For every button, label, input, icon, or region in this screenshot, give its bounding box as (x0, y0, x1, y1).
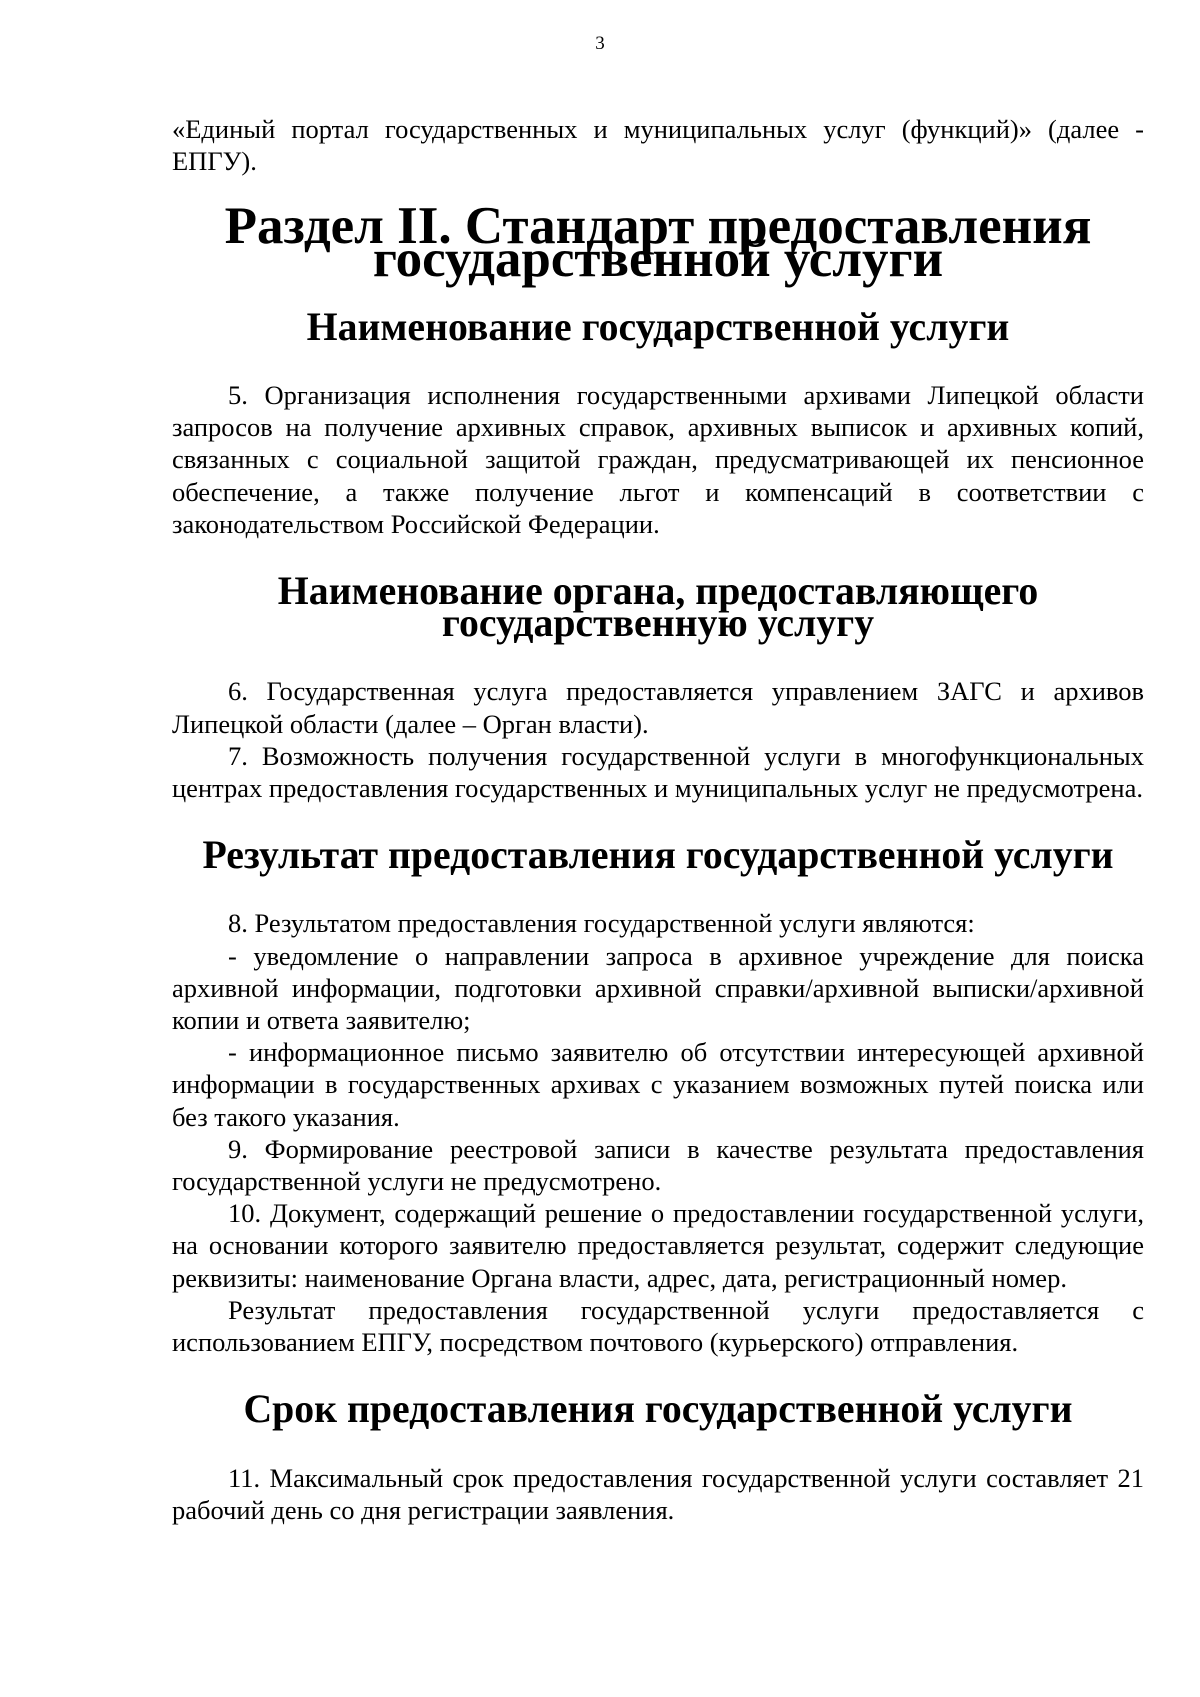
list-item-info-letter: - информационное письмо заявителю об отсутствии интересующей архивной информации в государственных архивах с указанием возможных путей поиска или без такого указания. (172, 1037, 1144, 1132)
list-item-notification: - уведомление о направлении запроса в архивное учреждение для поиска архивной информации, подготовки архивной справки/архивной выписки/архивной копии и ответа заявителю; (172, 940, 1144, 1036)
heading-service-result: Результат предоставления государственной услуги (202, 833, 1114, 878)
paragraph-9: 9. Формирование реестровой записи в качестве результата предоставления государственной услуги не предусмотрено. (172, 1133, 1144, 1197)
heading-service-name: Наименование государственной услуги (306, 304, 1010, 349)
paragraph-7: 7. Возможность получения государственной услуги в многофункциональных центрах предоставления государственных и муниципальных услуг не предусмотрена. (172, 740, 1144, 804)
intro-paragraph: «Единый портал государственных и муниципальных услуг (функций)» (далее - ЕПГУ). (172, 114, 1144, 177)
page-content (172, 113, 1144, 1526)
paragraph-8: 8. Результатом предоставления государственной услуги являются: (228, 908, 975, 939)
section-title: Раздел II. Стандарт предоставления государственной услуги (224, 197, 1092, 288)
paragraph-10: 10. Документ, содержащий решение о предоставлении государственной услуги, на основании которого заявителю предоставляется результат, содержит следующие реквизиты: наименование Органа власти, адрес, дата, регистрационный номер. (172, 1198, 1144, 1293)
paragraph-6: 6. Государственная услуга предоставляется управлением ЗАГС и архивов Липецкой области (далее – Орган власти). (172, 676, 1144, 739)
paragraph-result-delivery: Результат предоставления государственной услуги предоставляется с использованием ЕПГУ, посредством почтового (курьерского) отправления. (172, 1294, 1144, 1358)
heading-service-term: Срок предоставления государственной услуги (243, 1387, 1073, 1432)
heading-authority-name: Наименование органа, предоставляющего государственную услугу (277, 569, 1039, 646)
page-number: 3 (595, 33, 605, 54)
paragraph-5: 5. Организация исполнения государственными архивами Липецкой области запросов на получение архивных справок, архивных выписок и архивных копий, связанных с социальной защитой граждан, предусматривающей их пенсионное обеспечение, а также получение льгот и компенсаций в соответствии с законодательством Российской Федерации. (172, 380, 1144, 539)
paragraph-11: 11. Максимальный срок предоставления государственной услуги составляет 21 рабочий день со дня регистрации заявления. (172, 1462, 1144, 1525)
